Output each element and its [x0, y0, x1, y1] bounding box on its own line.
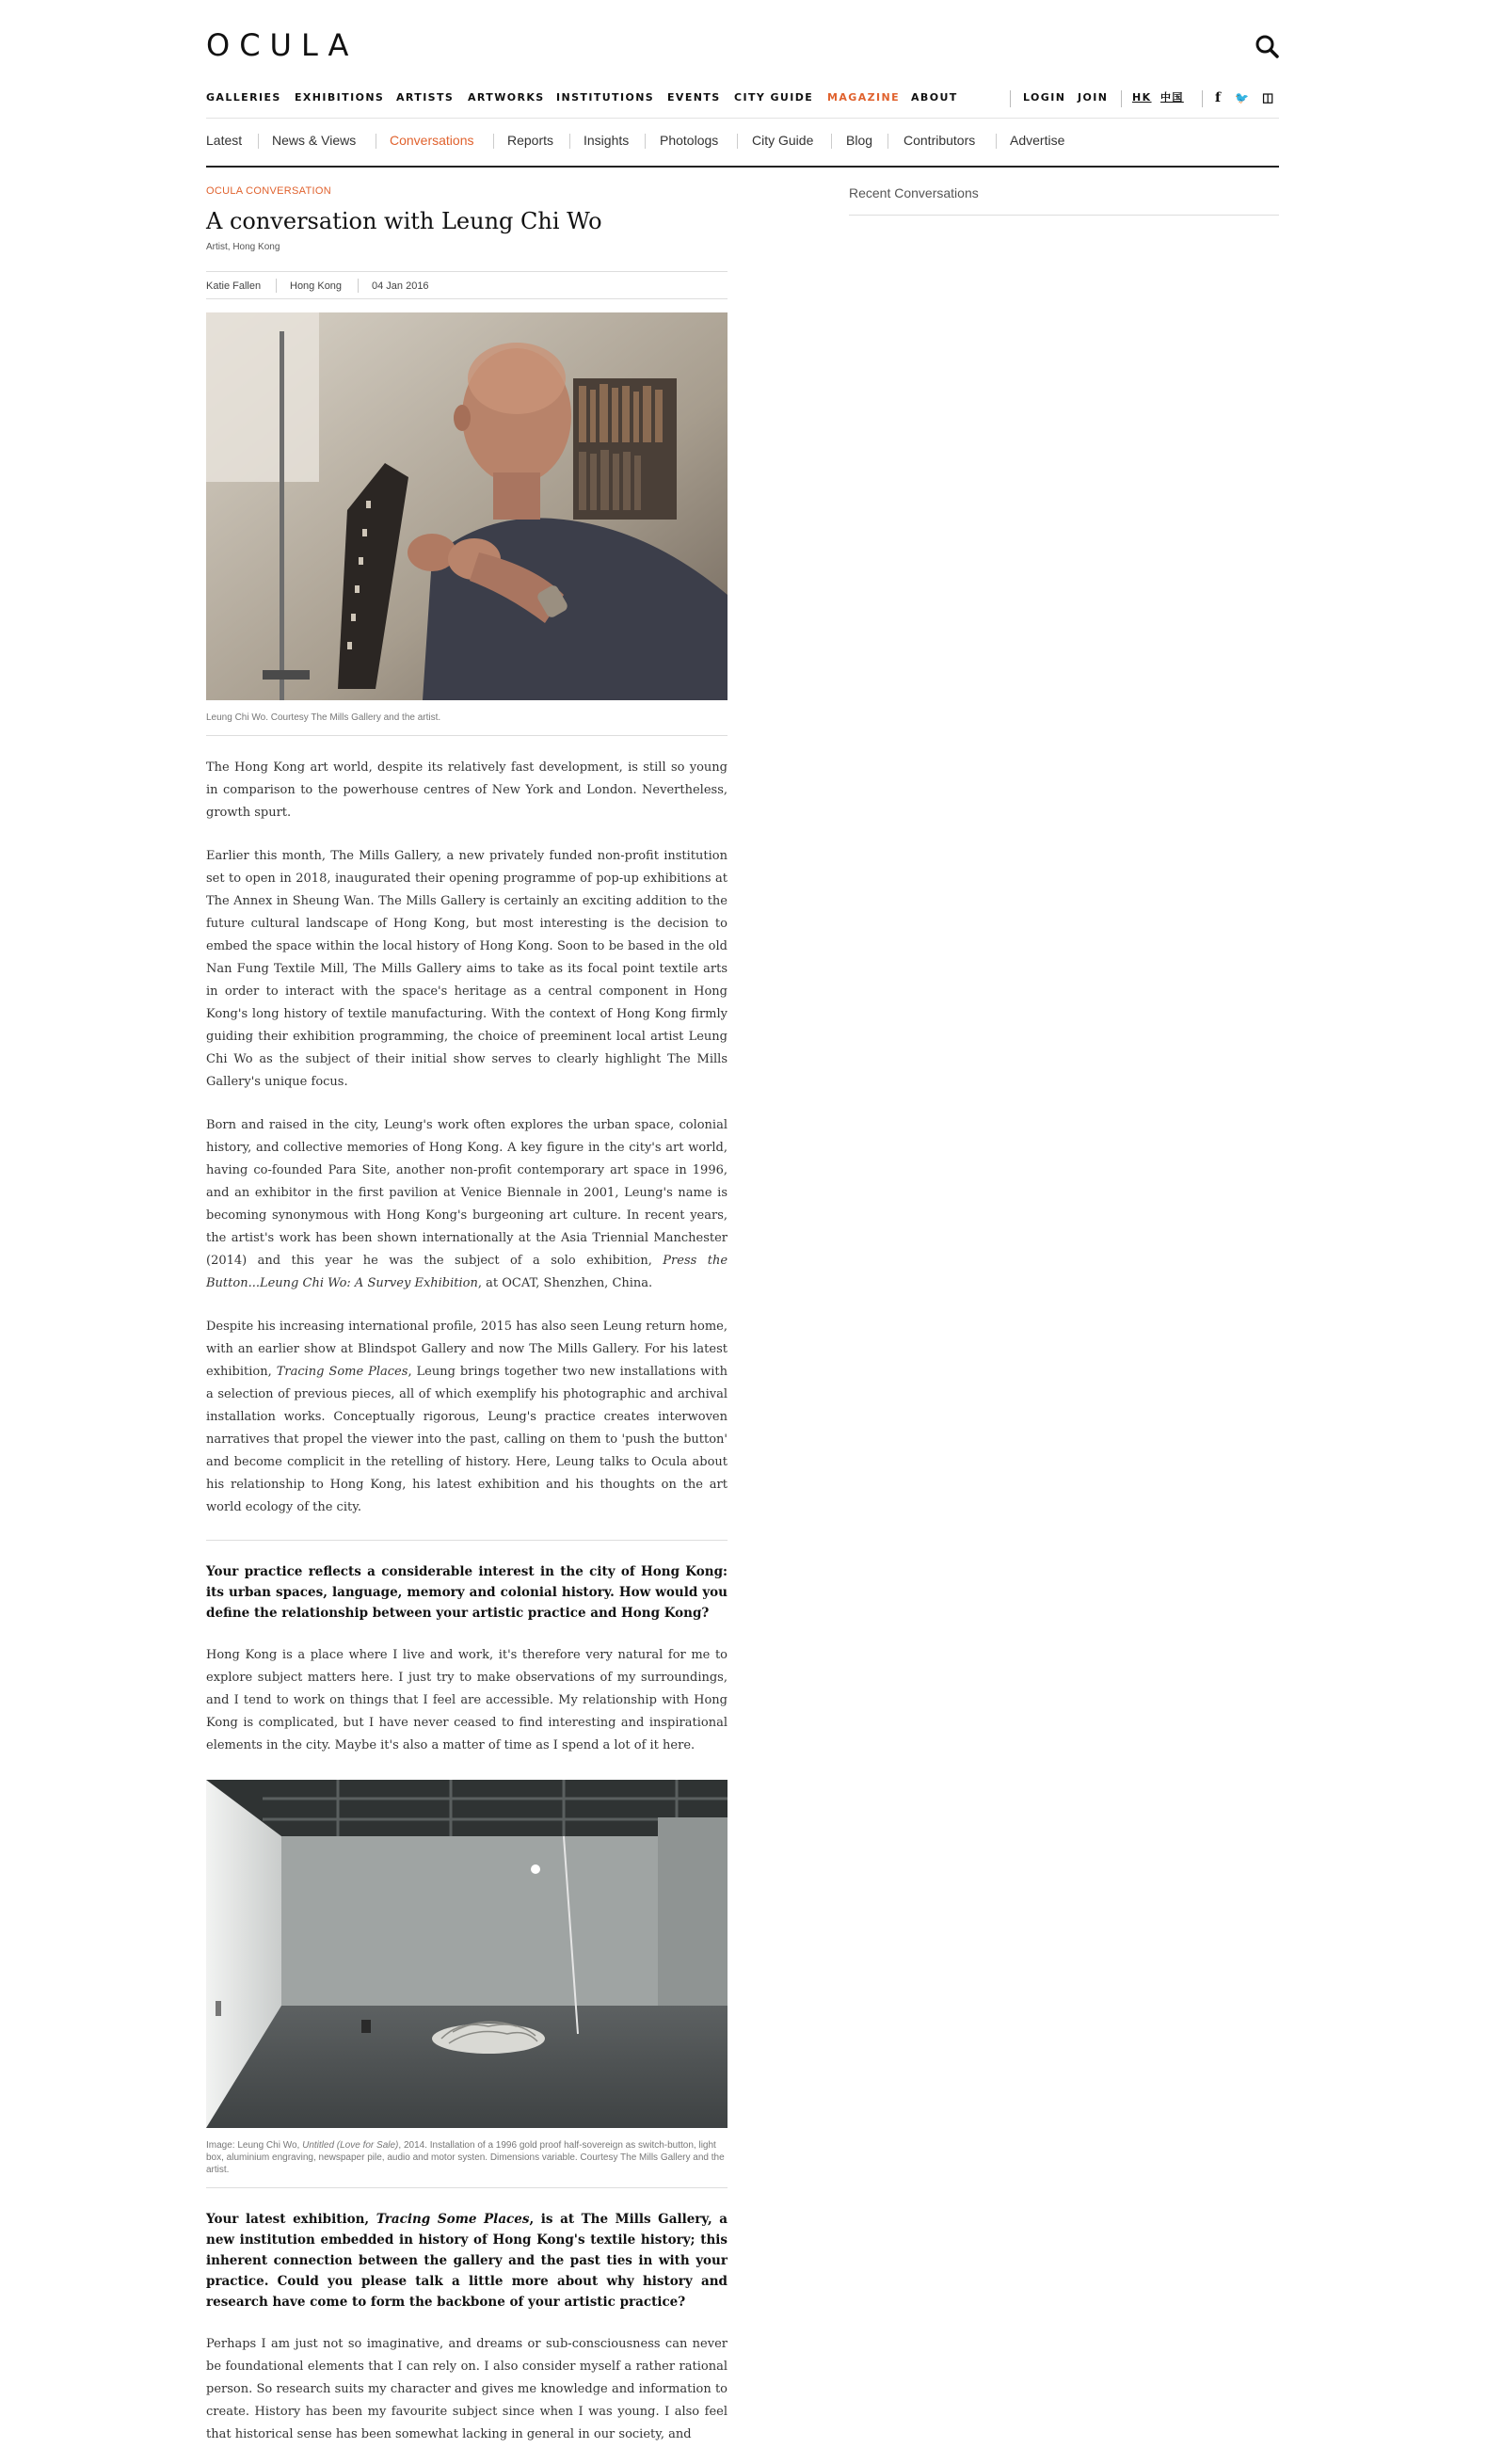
article-subtitle: Artist, Hong Kong	[206, 242, 280, 252]
artwork-title: Untitled (Love for Sale)	[302, 2140, 399, 2151]
nav-institutions[interactable]: INSTITUTIONS	[556, 91, 655, 104]
paragraph-text: Earlier this month, The Mills Gallery, a new privately funded non-profit institution set to open in 2018, inaugurated their opening programme of pop-up exhibitions at The Annex in Sheung Wan. The Mills Gallery is certainly an exciting addition to the future cultural landscape of Hong Kong, but most interesting is the decision to embed the space within the local history of Hong Kong. Soon to be based in the old Nan Fung Textile Mill, The Mills Gallery aims to take as its focal point textile arts in order to interact with the space's heritage as a central component in Hong Kong's long history of textile manufacturing. With the context of Hong Kong firmly guiding their exhibition programming, the choice of preeminent local artist Leung Chi Wo as the subject of their initial show serves to clearly highlight The Mills Gallery's unique focus.	[206, 849, 728, 1089]
artist-portrait-illustration	[206, 312, 728, 700]
nav-artists[interactable]: ARTISTS	[396, 91, 455, 104]
interview-question: Your practice reflects a considerable interest in the city of Hong Kong: its urban spaces, language, memory and colonial history. How would you define the relationship between your artistic practice and Hong Kong?	[206, 1564, 728, 1621]
artist-portrait-image	[206, 312, 728, 700]
article-paragraph	[206, 845, 728, 1094]
lang-hk-link[interactable]: HK	[1132, 91, 1152, 104]
subnav-divider	[887, 134, 888, 149]
subnav-blog[interactable]: Blog	[846, 133, 873, 148]
ocula-logo[interactable]: OCULA	[206, 27, 359, 63]
subnav-divider	[737, 134, 738, 149]
interview-question	[206, 2209, 728, 2312]
nav-divider	[1121, 90, 1122, 107]
article-kicker[interactable]: OCULA CONVERSATION	[206, 185, 331, 197]
subnav-reports[interactable]: Reports	[507, 133, 554, 148]
subnav-divider	[258, 134, 259, 149]
article-location: Hong Kong	[290, 280, 343, 292]
recent-conversations-heading[interactable]: Recent Conversations	[849, 184, 1279, 216]
article-meta	[206, 271, 728, 299]
article-paragraph	[206, 1316, 728, 1519]
subnav-latest[interactable]: Latest	[206, 133, 243, 148]
meta-divider	[358, 279, 359, 293]
caption-text: , 2014. Installation of a 1996 gold proof half-sovereign as switch-button, light box, aluminium engraving, newspaper pile, audio and motor systen. Dimensions variable. Courtesy The Mills Gallery and the artist.	[206, 2140, 725, 2175]
article-paragraph: The Hong Kong art world, despite its relatively fast development, is still so young in comparison to the powerhouse centres of New York and London. Nevertheless, growth spurt.	[206, 760, 728, 820]
paragraph-text: Despite his increasing international profile, 2015 has also seen Leung return home, with an earlier show at Blindspot Gallery and now The Mills Gallery. For his latest exhibition,	[206, 1320, 728, 1379]
facebook-icon[interactable]: f	[1215, 90, 1222, 105]
subnav-contributors[interactable]: Contributors	[903, 133, 976, 148]
question-text: Your latest exhibition,	[206, 2212, 376, 2227]
nav-events[interactable]: EVENTS	[667, 91, 721, 104]
magazine-subnav	[206, 130, 1279, 168]
lang-cn-link[interactable]: 中国	[1160, 91, 1184, 104]
subnav-city-guide[interactable]: City Guide	[752, 133, 814, 148]
subnav-divider	[831, 134, 832, 149]
installation-illustration	[206, 1780, 728, 2128]
subnav-divider	[645, 134, 646, 149]
article-author[interactable]: Katie Fallen	[206, 280, 262, 292]
article-title: A conversation with Leung Chi Wo	[206, 208, 602, 234]
main-nav	[206, 90, 1279, 119]
nav-divider	[1010, 90, 1011, 107]
instagram-icon[interactable]: ◫	[1262, 90, 1274, 104]
nav-about[interactable]: ABOUT	[911, 91, 958, 104]
exhibition-title: Tracing Some Places	[376, 2212, 530, 2227]
subnav-conversations[interactable]: Conversations	[390, 133, 474, 148]
subnav-advertise[interactable]: Advertise	[1010, 133, 1065, 148]
question-text: , is at The Mills Gallery, a new institution embedded in history of Hong Kong's textile history; this inherent connection between the gallery and the past ties in with your practice. Could you please talk a little more about why history and research have come to form the backbone of your artistic practice?	[206, 2212, 728, 2310]
exhibition-title: Press the Button...Leung Chi Wo: A Survey Exhibition	[206, 1254, 728, 1290]
search-icon[interactable]	[1255, 34, 1279, 58]
login-link[interactable]: LOGIN	[1023, 91, 1066, 104]
paragraph-text: , Leung brings together two new installations with a selection of previous pieces, all of which exemplify his photographic and archival installation works. Conceptually rigorous, Leung's practice creates interwoven narratives that propel the viewer into the past, calling on them to 'push the button' and become complicit in the retelling of history. Here, Leung talks to Ocula about his relationship to Hong Kong, his latest exhibition and his thoughts on the art world ecology of the city.	[206, 1365, 728, 1514]
join-link[interactable]: JOIN	[1078, 91, 1109, 104]
nav-galleries[interactable]: GALLERIES	[206, 91, 281, 104]
sidebar	[849, 184, 1279, 216]
subnav-divider	[569, 134, 570, 149]
caption-text: Image: Leung Chi Wo,	[206, 2140, 303, 2151]
interview-answer: Perhaps I am just not so imaginative, and dreams or sub-consciousness can never be foundational elements that I can rely on. I also consider myself a rather rational person. So research suits my character and gives me knowledge and information to create. History has been my favourite subject since when I was young. I also feel that historical sense has been somewhat lacking in general in our society, and	[206, 2337, 728, 2441]
subnav-photologs[interactable]: Photologs	[660, 133, 719, 148]
article-date: 04 Jan 2016	[372, 280, 429, 292]
interview-answer: Hong Kong is a place where I live and work, it's therefore very natural for me to explore subject matters here. I just try to make observations of my surroundings, and I tend to work on things that I feel are accessible. My relationship with Hong Kong is complicated, but I have never ceased to find interesting and inspirational elements in the city. Maybe it's also a matter of time as I spend a lot of it here.	[206, 1648, 728, 1752]
nav-city-guide[interactable]: CITY GUIDE	[734, 91, 814, 104]
exhibition-title: Tracing Some Places	[276, 1365, 408, 1379]
article-paragraph	[206, 1114, 728, 1295]
subnav-insights[interactable]: Insights	[584, 133, 630, 148]
twitter-icon[interactable]: 🐦	[1235, 91, 1249, 104]
paragraph-text: , at OCAT, Shenzhen, China.	[477, 1276, 653, 1290]
nav-exhibitions[interactable]: EXHIBITIONS	[295, 91, 385, 104]
image2-caption	[206, 2139, 728, 2188]
subnav-divider	[493, 134, 494, 149]
image1-caption: Leung Chi Wo. Courtesy The Mills Gallery and the artist.	[206, 712, 728, 736]
nav-artworks[interactable]: ARTWORKS	[468, 91, 545, 104]
article	[206, 184, 728, 2446]
meta-divider	[276, 279, 277, 293]
paragraph-text: Born and raised in the city, Leung's work often explores the urban space, colonial history, and collective memories of Hong Kong. A key figure in the city's art world, having co-founded Para Site, another non-profit contemporary art space in 1996, and an exhibitor in the first pavilion at Venice Biennale in 2001, Leung's name is becoming synonymous with Hong Kong's burgeoning art culture. In recent years, the artist's work has been shown internationally at the Asia Triennial Manchester (2014) and this year he was the subject of a solo exhibition,	[206, 1118, 728, 1268]
subnav-divider	[996, 134, 997, 149]
nav-magazine[interactable]: MAGAZINE	[827, 91, 900, 104]
subnav-news-views[interactable]: News & Views	[272, 133, 357, 148]
nav-divider	[1202, 90, 1203, 107]
article-body	[206, 757, 728, 1519]
installation-image	[206, 1780, 728, 2128]
section-divider	[206, 1540, 728, 1541]
